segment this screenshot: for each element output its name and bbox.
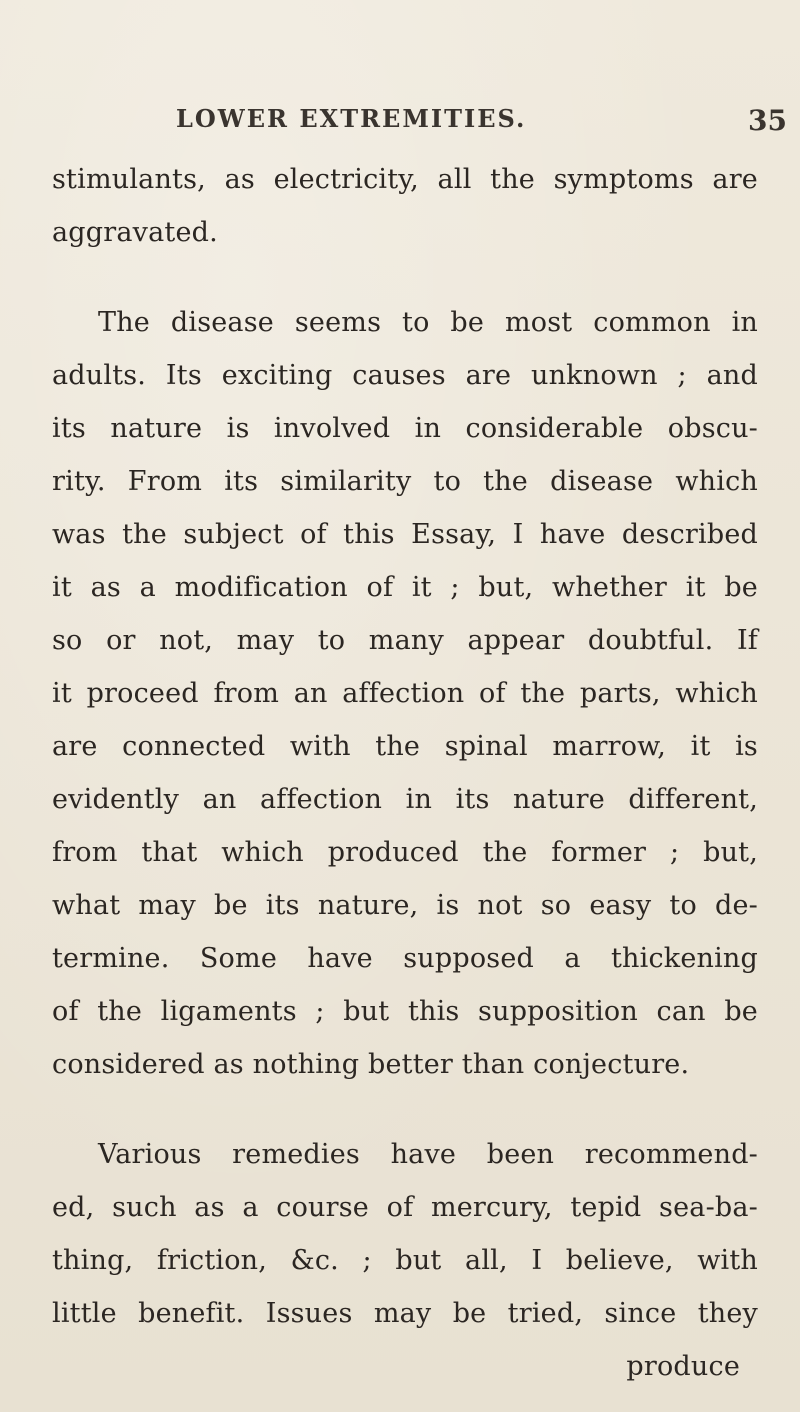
text-line: of the ligaments ; but this supposition can be	[52, 996, 758, 1027]
text-line: it as a modification of it ; but, whether it be	[52, 572, 758, 603]
text-line: rity. From its similarity to the disease which	[52, 466, 758, 497]
text-line: stimulants, as electricity, all the symptoms are	[52, 164, 758, 195]
text-line: are connected with the spinal marrow, it is	[52, 731, 758, 762]
text-line: so or not, may to many appear doubtful. If	[52, 625, 758, 656]
text-line: from that which produced the former ; but,	[52, 837, 758, 868]
text-line: ed, such as a course of mercury, tepid sea-ba-	[52, 1192, 758, 1223]
text-line: adults. Its exciting causes are unknown ; and	[52, 360, 758, 391]
text-line: it proceed from an affection of the parts, which	[52, 678, 758, 709]
running-header	[176, 104, 787, 144]
text-line: its nature is involved in considerable obscu-	[52, 413, 758, 444]
text-line: thing, friction, &c. ; but all, I believe, with	[52, 1245, 758, 1276]
text-line: considered as nothing better than conjecture.	[52, 1049, 690, 1080]
text-line: The disease seems to be most common in	[98, 307, 758, 338]
text-line: little benefit. Issues may be tried, since they	[52, 1298, 758, 1329]
page-number: 35	[748, 104, 787, 137]
running-title: LOWER EXTREMITIES.	[176, 104, 527, 133]
text-line: termine. Some have supposed a thickening	[52, 943, 758, 974]
text-line: was the subject of this Essay, I have described	[52, 519, 758, 550]
text-line: evidently an affection in its nature different,	[52, 784, 758, 815]
text-line: what may be its nature, is not so easy to de-	[52, 890, 758, 921]
text-line: Various remedies have been recommend-	[98, 1139, 758, 1170]
text-line: aggravated.	[52, 217, 218, 248]
catchword: produce	[626, 1351, 740, 1382]
